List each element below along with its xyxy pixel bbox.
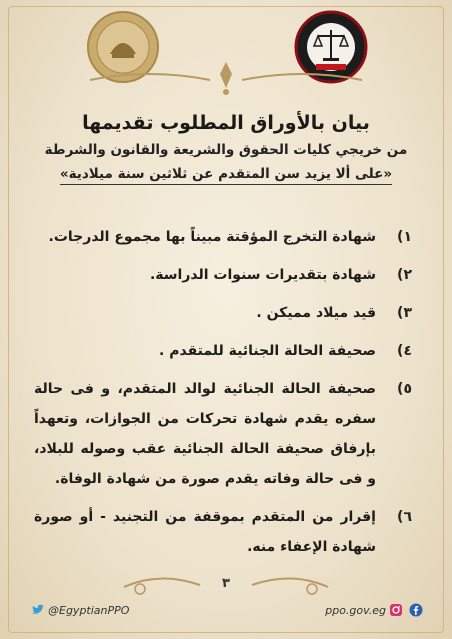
item-text: صحيفة الحالة الجنائية لوالد المتقدم، و فى حالة سفره يقدم شهادة تحركات من الجوازات، وتعهداً بإرفاق صحيفة الحالة الجنائية عقب وصوله للبلاد، و فى حالة وفاته يقدم صورة من شهادة الوفاة. bbox=[34, 381, 376, 487]
item-number: ٦) bbox=[397, 509, 412, 525]
twitter-icon[interactable] bbox=[31, 603, 45, 617]
list-item bbox=[34, 336, 412, 366]
item-number: ١) bbox=[397, 229, 412, 245]
list-item bbox=[34, 298, 412, 328]
list-item bbox=[34, 374, 412, 494]
item-text: شهادة بتقديرات سنوات الدراسة. bbox=[149, 267, 376, 283]
footer-social-right bbox=[325, 601, 426, 619]
age-condition-text: «على ألا يزيد سن المتقدم عن ثلاثين سنة ميلادية» bbox=[60, 166, 392, 185]
requirements-list bbox=[34, 222, 412, 570]
item-text: إقرار من المتقدم بموقفة من التجنيد - أو صورة شهادة الإعفاء منه. bbox=[34, 509, 376, 555]
item-number: ٢) bbox=[397, 267, 412, 283]
list-item bbox=[34, 502, 412, 562]
item-number: ٣) bbox=[397, 305, 412, 321]
item-text: قيد ميلاد مميكن . bbox=[256, 305, 376, 321]
page-number: ٣ bbox=[222, 576, 230, 591]
item-text: شهادة التخرج المؤقتة مبيناً بها مجموع الدرجات. bbox=[48, 229, 376, 245]
twitter-handle[interactable]: @EgyptianPPO bbox=[48, 603, 130, 617]
item-text: صحيفة الحالة الجنائية للمتقدم . bbox=[159, 343, 376, 359]
list-item bbox=[34, 222, 412, 252]
item-number: ٥) bbox=[397, 381, 412, 397]
instagram-icon[interactable] bbox=[389, 603, 403, 617]
item-number: ٤) bbox=[397, 343, 412, 359]
top-ornament bbox=[80, 58, 372, 98]
footer-social-left bbox=[28, 601, 129, 619]
list-item bbox=[34, 260, 412, 290]
facebook-icon[interactable] bbox=[409, 603, 423, 617]
page-subtitle: من خريجي كليات الحقوق والشريعة والقانون والشرطة bbox=[44, 142, 408, 158]
website-link[interactable]: ppo.gov.eg bbox=[325, 603, 386, 617]
age-condition bbox=[0, 166, 452, 182]
page-title: بيان بالأوراق المطلوب تقديمها bbox=[82, 112, 370, 134]
